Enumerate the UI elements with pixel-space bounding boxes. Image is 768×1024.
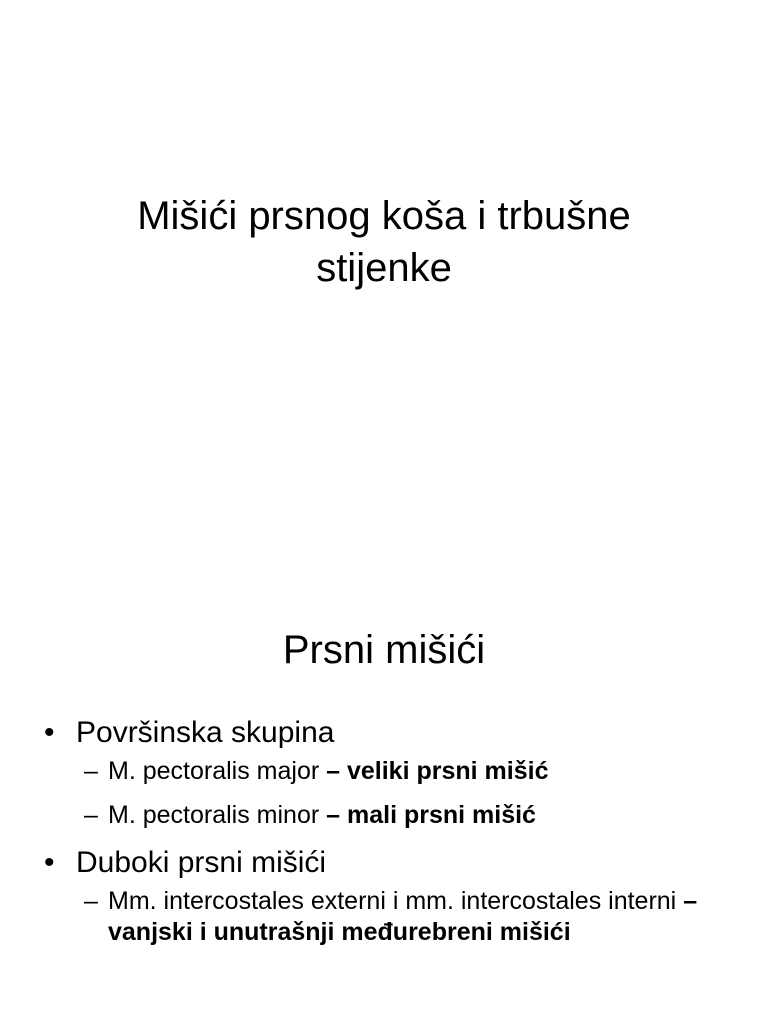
- sub-bullet-list: [0, 756, 768, 831]
- bullet-list: [0, 714, 768, 961]
- sub-bullet-item: [0, 800, 768, 831]
- latin-name: M. pectoralis major: [108, 757, 327, 785]
- bullet-marker: •: [44, 716, 55, 749]
- slide-1-title-line-2: stijenke: [316, 246, 452, 290]
- sub-bullet-list: [0, 886, 768, 948]
- slide-chest-muscles: [0, 576, 768, 1024]
- slide-1-title-line-1: Mišići prsnog koša i trbušne: [137, 194, 631, 238]
- dash-marker: –: [84, 757, 98, 785]
- latin-name: Mm. intercostales externi i mm. intercostales interni: [108, 887, 684, 915]
- bullet-item: [0, 714, 768, 752]
- separator-dash: –: [326, 757, 347, 785]
- separator-dash: –: [683, 887, 698, 915]
- bullet-text: Površinska skupina: [76, 716, 335, 749]
- bullet-item: [0, 844, 768, 882]
- sub-bullet-item: [0, 756, 768, 787]
- bullet-marker: •: [44, 846, 55, 879]
- slide-2-title: Prsni mišići: [282, 628, 486, 672]
- latin-name: M. pectoralis minor: [108, 801, 327, 829]
- sub-bullet-group: [0, 886, 768, 948]
- separator-dash: –: [326, 801, 347, 829]
- dash-marker: –: [84, 801, 98, 829]
- dash-marker: –: [84, 887, 98, 915]
- slide-1-title: [0, 190, 768, 294]
- native-name: veliki prsni mišić: [346, 757, 549, 785]
- sub-bullet-item: [0, 886, 768, 948]
- sub-bullet-group: [0, 756, 768, 831]
- native-name: mali prsni mišić: [346, 801, 536, 829]
- bullet-text: Duboki prsni mišići: [76, 846, 327, 879]
- native-name: vanjski i unutrašnji međurebreni mišići: [108, 918, 571, 946]
